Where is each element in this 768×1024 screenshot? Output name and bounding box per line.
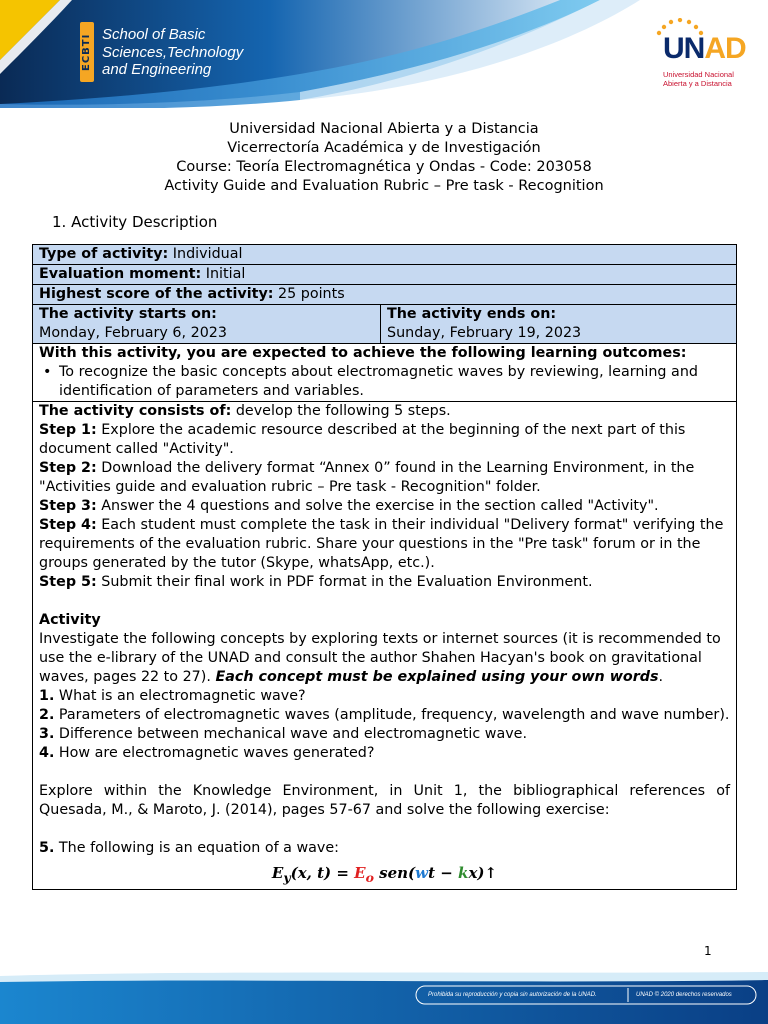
footer-rights: UNAD © 2020 derechos reservados [636, 992, 732, 998]
page-number: 1 [704, 944, 712, 958]
outcomes-heading: With this activity, you are expected to achieve the following learning outcomes: [39, 345, 687, 361]
highest-score-cell: Highest score of the activity: 25 points [33, 285, 737, 305]
learning-outcomes-cell [33, 344, 737, 402]
table-row [33, 285, 737, 305]
university-title: Universidad Nacional Abierta y a Distancia [229, 121, 539, 137]
unad-logo [655, 18, 753, 94]
guide-title: Activity Guide and Evaluation Rubric – Pre task - Recognition [164, 178, 604, 194]
start-date-cell: The activity starts on: Monday, February 6, 2023 [33, 305, 381, 344]
questions-list [39, 687, 730, 763]
end-date-cell: The activity ends on: Sunday, February 19, 2023 [381, 305, 737, 344]
footer-note: Prohibida su reproducción y copia sin autorización de la UNAD. [428, 992, 597, 998]
outcome-item: • To recognize the basic concepts about electromagnetic waves by reviewing, learning and identification of parameters and variables. [39, 363, 730, 401]
school-name [102, 26, 243, 79]
unad-wordmark: UNAD [663, 32, 746, 65]
header-banner [0, 0, 768, 108]
evaluation-moment-cell: Evaluation moment: Initial [33, 265, 737, 285]
footer-banner [0, 968, 768, 1024]
table-row [33, 402, 737, 890]
wave-equation: $E_y(x$, $t) = E_o$ sen(wt − kx)↑ [271, 864, 498, 885]
vice-rectory-title: Vicerrectoría Académica y de Investigación [227, 140, 541, 156]
course-title: Course: Teoría Electromagnética y Ondas - Code: 203058 [176, 159, 592, 175]
activity-body-cell: The activity consists of: develop the following 5 steps. Step 1: Explore the academic resource described at the beginning of the next part of this document called "Activity". Step 2: Download the delivery format “Annex 0” found in the Learning Environment, in the "Activities guide and evaluation rubric – Pre task - Recognition" folder. Step 3: Answer the 4 questions and solve the exercise in the section called "Activity". Step 4: Each student must complete the task in their individual "Delivery format" verifying the requirements of the evaluation rubric. Share your questions in the "Pre task" forum or in the groups generated by the tutor (Skype, whatsApp, etc.). Step 5: Submit their final work in PDF format in the Evaluation Environment. Activity Investigate the following concepts by exploring texts or internet sources (it is recommended to use the e-library of the UNAD and consult the author Shahen Hacyan's book on gravitational waves, pages 22 to 27). Each concept must be explained using your own words. 1. What is an electromagnetic wave? 2. Parameters of electromagnetic waves (amplitude, frequency, wavelength and wave number). 3. Difference between mechanical wave and electromagnetic wave. 4. How are electromagnetic waves generated? Explore within the Knowledge Environment, in Unit 1, the bibliographical references of Quesada, M., & Maroto, J. (2014), pages 57-67 and solve the following exercise: 5. The following is an equation of a wave: $E_y(x$, $t) = E_o$ sen(wt − kx)↑ [33, 402, 737, 890]
step-item: Step 5: Submit their final work in PDF format in the Evaluation Environment. [39, 574, 593, 590]
activity-description-table [32, 244, 737, 890]
step-item: Step 2: Download the delivery format “Annex 0” found in the Learning Environment, in the "Activities guide and evaluation rubric – Pre task - Recognition" folder. [39, 460, 695, 495]
table-row [33, 344, 737, 402]
school-line: School of Basic [102, 26, 206, 43]
ecbti-logo: ECBTI [80, 22, 94, 82]
explore-text: Explore within the Knowledge Environment, in Unit 1, the bibliographical references of Quesada, M., & Maroto, J. (2014), pages 57-67 and solve the following exercise: [39, 783, 730, 818]
school-line: and Engineering [102, 61, 212, 78]
exercise-prompt: 5. The following is an equation of a wave: [39, 840, 340, 856]
school-line: Sciences,Technology [102, 43, 244, 61]
activity-intro: Investigate the following concepts by exploring texts or internet sources (it is recommended to use the e-library of the UNAD and consult the author Shahen Hacyan's book on gravitational waves, pages 22 to 27). Each concept must be explained using your own words. [39, 631, 721, 685]
question-item: 2. Parameters of electromagnetic waves (amplitude, frequency, wavelength and wave number). [39, 707, 730, 723]
activity-heading: Activity [39, 612, 101, 628]
question-item: 4. How are electromagnetic waves generated? [39, 745, 375, 761]
document-titles [0, 120, 768, 196]
type-of-activity-cell: Type of activity: Individual [33, 245, 737, 265]
unad-subtitle: Universidad Nacional Abierta y a Distancia [663, 70, 734, 88]
section-heading: 1. Activity Description [52, 213, 218, 231]
table-row [33, 305, 737, 344]
question-item: 3. Difference between mechanical wave and electromagnetic wave. [39, 726, 528, 742]
table-row [33, 265, 737, 285]
step-item: Step 4: Each student must complete the task in their individual "Delivery format" verifying the requirements of the evaluation rubric. Share your questions in the "Pre task" forum or in the groups generated by the tutor (Skype, whatsApp, etc.). [39, 517, 724, 571]
table-row [33, 245, 737, 265]
step-item: Step 3: Answer the 4 questions and solve the exercise in the section called "Activity". [39, 498, 659, 514]
step-item: Step 1: Explore the academic resource described at the beginning of the next part of this document called "Activity". [39, 422, 686, 457]
question-item: 1. What is an electromagnetic wave? [39, 688, 306, 704]
